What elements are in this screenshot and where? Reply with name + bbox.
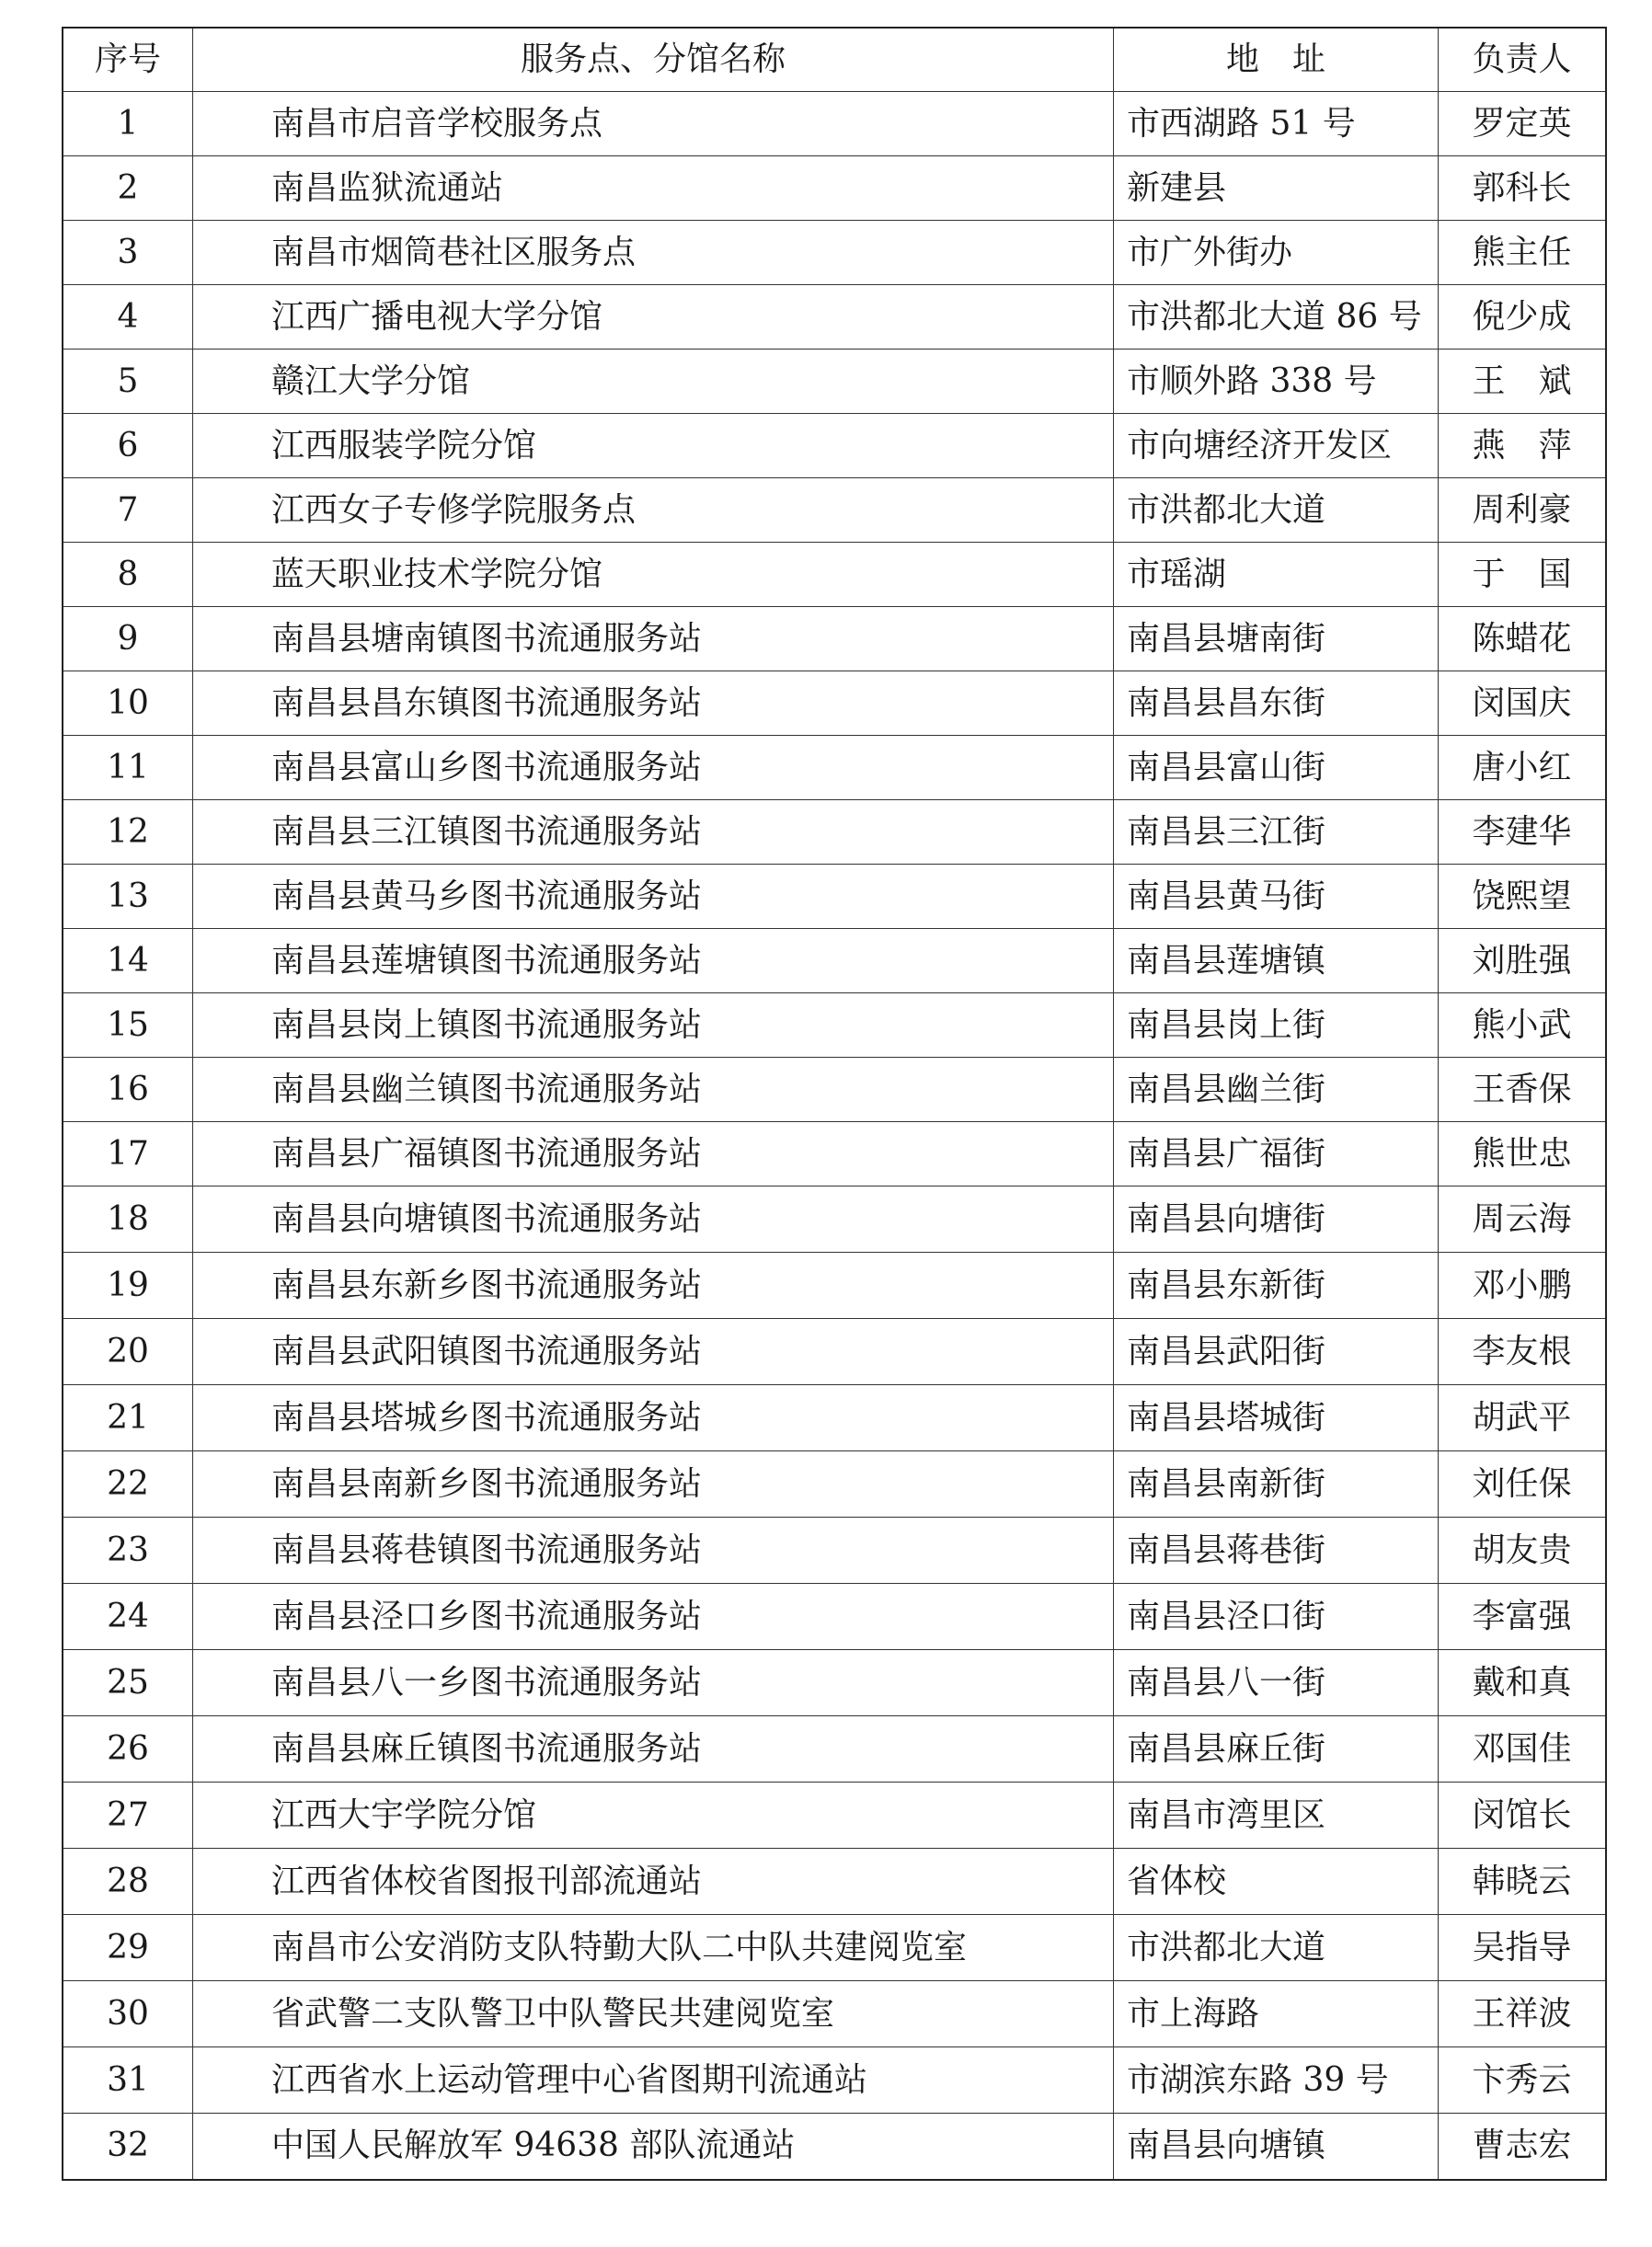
cell-name: 南昌县武阳镇图书流通服务站: [193, 1319, 1114, 1385]
cell-index: 15: [63, 993, 193, 1058]
table-row: [63, 1319, 1606, 1385]
cell-address: 南昌县蒋巷街: [1114, 1518, 1439, 1584]
cell-address: 南昌县富山街: [1114, 736, 1439, 800]
cell-name: 江西广播电视大学分馆: [193, 285, 1114, 350]
cell-index: 3: [63, 221, 193, 285]
cell-name: 南昌监狱流通站: [193, 156, 1114, 221]
cell-index: 18: [63, 1187, 193, 1253]
cell-person: 王香保: [1439, 1058, 1607, 1122]
cell-person: 李富强: [1439, 1584, 1607, 1650]
cell-person: 周利豪: [1439, 478, 1607, 543]
table-row: [63, 1584, 1606, 1650]
cell-name: 南昌县南新乡图书流通服务站: [193, 1451, 1114, 1518]
cell-person: 闵馆长: [1439, 1783, 1607, 1849]
cell-person: 邓国佳: [1439, 1716, 1607, 1783]
cell-address: 新建县: [1114, 156, 1439, 221]
cell-person: 戴和真: [1439, 1650, 1607, 1716]
cell-index: 30: [63, 1981, 193, 2047]
cell-person: 吴指导: [1439, 1915, 1607, 1981]
cell-person: 周云海: [1439, 1187, 1607, 1253]
cell-name: 南昌县岗上镇图书流通服务站: [193, 993, 1114, 1058]
table-row: [63, 1058, 1606, 1122]
cell-person: 闵国庆: [1439, 671, 1607, 736]
cell-index: 16: [63, 1058, 193, 1122]
table-row: [63, 1650, 1606, 1716]
cell-index: 23: [63, 1518, 193, 1584]
cell-name: 江西省水上运动管理中心省图期刊流通站: [193, 2047, 1114, 2114]
cell-address: 南昌市湾里区: [1114, 1783, 1439, 1849]
table-row: [63, 1451, 1606, 1518]
cell-address: 南昌县南新街: [1114, 1451, 1439, 1518]
cell-index: 28: [63, 1849, 193, 1915]
cell-name: 中国人民解放军 94638 部队流通站: [193, 2114, 1114, 2180]
table-row: [63, 800, 1606, 865]
cell-name: 南昌县黄马乡图书流通服务站: [193, 865, 1114, 929]
cell-name: 南昌市烟筒巷社区服务点: [193, 221, 1114, 285]
cell-name: 南昌县泾口乡图书流通服务站: [193, 1584, 1114, 1650]
cell-address: 市向塘经济开发区: [1114, 414, 1439, 478]
cell-index: 9: [63, 607, 193, 671]
cell-index: 8: [63, 543, 193, 607]
cell-address: 南昌县向塘街: [1114, 1187, 1439, 1253]
directory-table: [62, 27, 1607, 2181]
table-row: [63, 1253, 1606, 1319]
table-row: [63, 1783, 1606, 1849]
table-row: [63, 1122, 1606, 1187]
table-row: [63, 1187, 1606, 1253]
cell-address: 南昌县武阳街: [1114, 1319, 1439, 1385]
table-row: [63, 1716, 1606, 1783]
cell-name: 南昌县蒋巷镇图书流通服务站: [193, 1518, 1114, 1584]
table-row: [63, 607, 1606, 671]
table-row: [63, 993, 1606, 1058]
cell-address: 南昌县昌东街: [1114, 671, 1439, 736]
cell-index: 24: [63, 1584, 193, 1650]
cell-address: 市西湖路 51 号: [1114, 92, 1439, 156]
cell-address: 南昌县东新街: [1114, 1253, 1439, 1319]
cell-name: 江西省体校省图报刊部流通站: [193, 1849, 1114, 1915]
header-row: [63, 28, 1606, 92]
cell-address: 市洪都北大道: [1114, 478, 1439, 543]
table-header: [63, 28, 1606, 92]
cell-index: 2: [63, 156, 193, 221]
table-row: [63, 1518, 1606, 1584]
cell-index: 4: [63, 285, 193, 350]
cell-address: 南昌县三江街: [1114, 800, 1439, 865]
cell-name: 南昌县麻丘镇图书流通服务站: [193, 1716, 1114, 1783]
cell-address: 南昌县麻丘街: [1114, 1716, 1439, 1783]
cell-name: 江西大宇学院分馆: [193, 1783, 1114, 1849]
cell-person: 卞秀云: [1439, 2047, 1607, 2114]
header-index: 序号: [63, 28, 193, 92]
cell-index: 29: [63, 1915, 193, 1981]
cell-index: 32: [63, 2114, 193, 2180]
cell-index: 1: [63, 92, 193, 156]
cell-person: 韩晓云: [1439, 1849, 1607, 1915]
cell-name: 蓝天职业技术学院分馆: [193, 543, 1114, 607]
cell-person: 熊主任: [1439, 221, 1607, 285]
table-row: [63, 865, 1606, 929]
cell-address: 南昌县莲塘镇: [1114, 929, 1439, 993]
cell-person: 李友根: [1439, 1319, 1607, 1385]
cell-index: 13: [63, 865, 193, 929]
cell-person: 郭科长: [1439, 156, 1607, 221]
cell-address: 南昌县塔城街: [1114, 1385, 1439, 1451]
cell-name: 赣江大学分馆: [193, 350, 1114, 414]
cell-index: 20: [63, 1319, 193, 1385]
cell-index: 7: [63, 478, 193, 543]
cell-name: 南昌县塘南镇图书流通服务站: [193, 607, 1114, 671]
cell-index: 5: [63, 350, 193, 414]
cell-person: 邓小鹏: [1439, 1253, 1607, 1319]
cell-person: 胡友贵: [1439, 1518, 1607, 1584]
cell-person: 熊世忠: [1439, 1122, 1607, 1187]
table-row: [63, 1915, 1606, 1981]
cell-address: 南昌县幽兰街: [1114, 1058, 1439, 1122]
cell-address: 市顺外路 338 号: [1114, 350, 1439, 414]
table-row: [63, 285, 1606, 350]
cell-address: 南昌县向塘镇: [1114, 2114, 1439, 2180]
cell-index: 27: [63, 1783, 193, 1849]
cell-person: 倪少成: [1439, 285, 1607, 350]
cell-person: 于 国: [1439, 543, 1607, 607]
cell-person: 胡武平: [1439, 1385, 1607, 1451]
cell-person: 刘任保: [1439, 1451, 1607, 1518]
cell-address: 南昌县塘南街: [1114, 607, 1439, 671]
cell-address: 市广外街办: [1114, 221, 1439, 285]
cell-person: 王祥波: [1439, 1981, 1607, 2047]
cell-name: 南昌县塔城乡图书流通服务站: [193, 1385, 1114, 1451]
table-row: [63, 2114, 1606, 2180]
cell-index: 10: [63, 671, 193, 736]
table-row: [63, 2047, 1606, 2114]
cell-person: 曹志宏: [1439, 2114, 1607, 2180]
table-row: [63, 671, 1606, 736]
header-address: 地 址: [1114, 28, 1439, 92]
table-row: [63, 1385, 1606, 1451]
cell-address: 市湖滨东路 39 号: [1114, 2047, 1439, 2114]
table-row: [63, 478, 1606, 543]
cell-address: 市上海路: [1114, 1981, 1439, 2047]
cell-index: 26: [63, 1716, 193, 1783]
table-body: [63, 92, 1606, 2180]
cell-address: 市瑶湖: [1114, 543, 1439, 607]
table-row: [63, 350, 1606, 414]
cell-index: 11: [63, 736, 193, 800]
cell-address: 南昌县黄马街: [1114, 865, 1439, 929]
cell-address: 市洪都北大道 86 号: [1114, 285, 1439, 350]
cell-index: 22: [63, 1451, 193, 1518]
cell-person: 李建华: [1439, 800, 1607, 865]
cell-person: 唐小红: [1439, 736, 1607, 800]
cell-name: 南昌市启音学校服务点: [193, 92, 1114, 156]
table-row: [63, 414, 1606, 478]
cell-index: 6: [63, 414, 193, 478]
cell-name: 南昌县幽兰镇图书流通服务站: [193, 1058, 1114, 1122]
cell-index: 12: [63, 800, 193, 865]
cell-name: 江西女子专修学院服务点: [193, 478, 1114, 543]
cell-name: 南昌县八一乡图书流通服务站: [193, 1650, 1114, 1716]
cell-index: 21: [63, 1385, 193, 1451]
cell-person: 王 斌: [1439, 350, 1607, 414]
cell-person: 饶熙望: [1439, 865, 1607, 929]
cell-index: 17: [63, 1122, 193, 1187]
cell-person: 熊小武: [1439, 993, 1607, 1058]
table-row: [63, 156, 1606, 221]
header-name: 服务点、分馆名称: [193, 28, 1114, 92]
table-row: [63, 1981, 1606, 2047]
table-row: [63, 92, 1606, 156]
cell-index: 14: [63, 929, 193, 993]
cell-name: 江西服装学院分馆: [193, 414, 1114, 478]
table-row: [63, 1849, 1606, 1915]
table-row: [63, 736, 1606, 800]
cell-index: 19: [63, 1253, 193, 1319]
table-row: [63, 929, 1606, 993]
table-row: [63, 543, 1606, 607]
cell-person: 陈蜡花: [1439, 607, 1607, 671]
cell-name: 南昌县莲塘镇图书流通服务站: [193, 929, 1114, 993]
cell-address: 市洪都北大道: [1114, 1915, 1439, 1981]
cell-name: 南昌县广福镇图书流通服务站: [193, 1122, 1114, 1187]
cell-person: 燕 萍: [1439, 414, 1607, 478]
cell-name: 省武警二支队警卫中队警民共建阅览室: [193, 1981, 1114, 2047]
cell-address: 南昌县八一街: [1114, 1650, 1439, 1716]
header-person: 负责人: [1439, 28, 1607, 92]
cell-person: 刘胜强: [1439, 929, 1607, 993]
cell-address: 省体校: [1114, 1849, 1439, 1915]
cell-index: 25: [63, 1650, 193, 1716]
cell-name: 南昌县三江镇图书流通服务站: [193, 800, 1114, 865]
cell-person: 罗定英: [1439, 92, 1607, 156]
cell-address: 南昌县岗上街: [1114, 993, 1439, 1058]
cell-name: 南昌县东新乡图书流通服务站: [193, 1253, 1114, 1319]
table-row: [63, 221, 1606, 285]
cell-name: 南昌县向塘镇图书流通服务站: [193, 1187, 1114, 1253]
cell-name: 南昌市公安消防支队特勤大队二中队共建阅览室: [193, 1915, 1114, 1981]
cell-name: 南昌县昌东镇图书流通服务站: [193, 671, 1114, 736]
cell-name: 南昌县富山乡图书流通服务站: [193, 736, 1114, 800]
cell-index: 31: [63, 2047, 193, 2114]
cell-address: 南昌县泾口街: [1114, 1584, 1439, 1650]
cell-address: 南昌县广福街: [1114, 1122, 1439, 1187]
